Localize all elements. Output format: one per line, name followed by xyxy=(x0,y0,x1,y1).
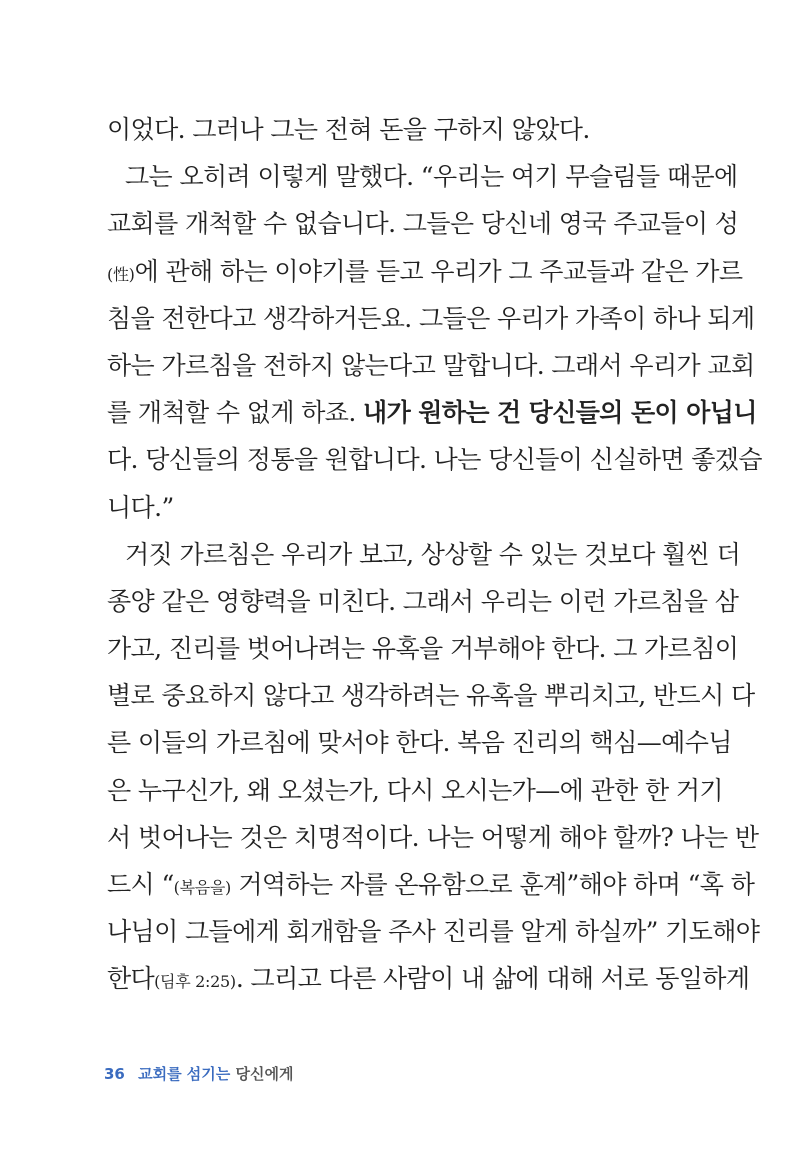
text-line-10-content: 거짓 가르침은 우리가 보고, 상상할 수 있는 것보다 훨씬 더 xyxy=(125,539,741,569)
text-line-17-start: 드시 “ xyxy=(107,870,174,899)
text-line-18 xyxy=(107,908,760,955)
text-line-16-content: 서 벗어나는 것은 치명적이다. 나는 어떻게 해야 할까? 나는 반 xyxy=(107,822,759,852)
text-line-3 xyxy=(107,200,739,247)
text-line-19-end: . 그리고 다른 사람이 내 삶에 대해 서로 동일하게 xyxy=(235,964,750,994)
text-line-15-content: 은 누구신가, 왜 오셨는가, 다시 오시는가—에 관한 한 거기 xyxy=(107,775,723,805)
text-line-12 xyxy=(107,625,739,672)
hanja-note: (性) xyxy=(107,264,135,284)
emphasis-text: 내가 원하는 건 당신들의 돈이 아닙니 xyxy=(363,398,757,428)
text-line-17-end: 거역하는 자를 온유함으로 훈계”해야 하며 “혹 하 xyxy=(238,870,755,899)
text-line-2 xyxy=(107,153,738,200)
text-line-11-content: 종양 같은 영향력을 미친다. 그래서 우리는 이런 가르침을 삼 xyxy=(107,586,739,616)
text-line-5 xyxy=(107,295,755,342)
text-line-12-content: 가고, 진리를 벗어나려는 유혹을 거부해야 한다. 그 가르침이 xyxy=(107,634,739,664)
text-line-10 xyxy=(107,531,741,578)
text-line-14-content: 른 이들의 가르침에 맞서야 한다. 복음 진리의 핵심—예수님 xyxy=(107,728,732,758)
text-line-17 xyxy=(107,861,755,908)
body-text xyxy=(107,106,762,1003)
text-line-15 xyxy=(107,767,723,814)
text-line-7 xyxy=(107,389,757,436)
text-line-1-content: 이었다. 그러나 그는 전혀 돈을 구하지 않았다. xyxy=(107,115,590,144)
text-line-8 xyxy=(107,436,762,483)
text-line-16 xyxy=(107,814,759,861)
scripture-reference: (딤후 2:25) xyxy=(154,972,236,992)
text-line-8-content: 다. 당신들의 정통을 원합니다. 나는 당신들이 신실하면 좋겠습 xyxy=(107,445,762,475)
text-line-19 xyxy=(107,955,750,1002)
book-title: 교회를 섬기는 xyxy=(138,1065,231,1083)
text-line-6 xyxy=(107,342,755,389)
text-line-7-content: 를 개척할 수 없게 하죠. xyxy=(107,398,356,428)
text-line-11 xyxy=(107,578,739,625)
page-footer xyxy=(104,1063,293,1084)
text-line-19-start: 한다 xyxy=(107,964,155,994)
book-subtitle: 당신에게 xyxy=(235,1065,294,1083)
text-line-6-content: 하는 가르침을 전하지 않는다고 말합니다. 그래서 우리가 교회 xyxy=(107,350,755,380)
text-line-9 xyxy=(107,484,655,531)
text-line-1 xyxy=(107,106,655,153)
text-line-4-content: 에 관해 하는 이야기를 듣고 우리가 그 주교들과 같은 가르 xyxy=(134,256,743,286)
text-line-14 xyxy=(107,719,732,766)
gospel-note: (복음을) xyxy=(173,878,231,897)
text-line-3-content: 교회를 개척할 수 없습니다. 그들은 당신네 영국 주교들이 성 xyxy=(107,209,739,239)
text-line-9-content: 니다.” xyxy=(107,492,174,522)
text-line-5-content: 침을 전한다고 생각하거든요. 그들은 우리가 가족이 하나 되게 xyxy=(107,303,755,333)
text-line-4 xyxy=(107,248,743,295)
text-line-13-content: 별로 중요하지 않다고 생각하려는 유혹을 뿌리치고, 반드시 다 xyxy=(107,681,755,711)
text-line-13 xyxy=(107,672,755,719)
page-number: 36 xyxy=(104,1065,125,1083)
text-line-2-content: 그는 오히려 이렇게 말했다. “우리는 여기 무슬림들 때문에 xyxy=(125,162,738,192)
text-line-18-content: 나님이 그들에게 회개함을 주사 진리를 알게 하실까” 기도해야 xyxy=(107,917,760,947)
